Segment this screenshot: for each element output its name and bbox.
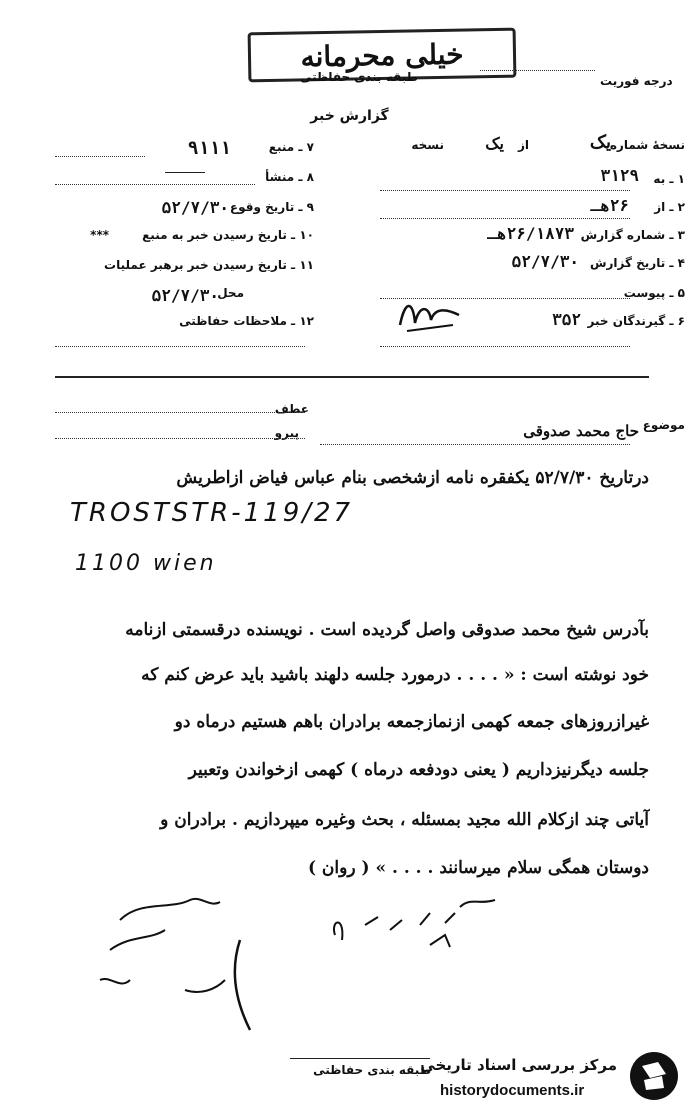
field-10-value: *** [90,228,109,242]
header-separator [55,376,649,378]
field-11-value: ۵۲/۷/۳۰ [151,286,219,305]
body-line-5: جلسه دیگرنیزداریم ( یعنی دودفعه درماه ) کهمی ازخواندن وتعبیر [188,760,649,780]
field-4-value: ۵۲/۷/۳۰ [511,252,579,271]
footer-classification: طبقه بندی حفاظتی [313,1063,431,1077]
field-3-label: ۳ ـ شماره گزارش [580,228,685,242]
subject-label: موضوع [642,418,685,432]
body-line-4: غیرازروزهای جمعه کهمی ازنمازجمعه برادران باهم هستیم درماه دو [174,712,649,732]
field-1-line [380,190,630,191]
copy-number-value: یک [589,132,611,153]
body-line-3: خود نوشته است : « . . . . درمورد جلسه دلهند باشید باید عرض کنم که [141,665,649,685]
field-3-value: ۲۶/۱۸۷۳هـ [487,224,574,243]
copy-number-label: نسخهٔ شماره [609,138,685,152]
body-line-1: درتاریخ ۵۲/۷/۳۰ یکفقره نامه ازشخصی بنام عباس فیاض ازاطریش [176,468,649,488]
location-label: محل [217,286,244,300]
field-5-label: ۵ ـ پیوست [623,286,685,300]
peyro-label: پیرو [274,426,299,440]
priority-label: درجه فوریت [600,74,673,88]
copy-of-label: از [517,138,529,152]
copy-label: نسخه [411,138,444,152]
field-12-label: ۱۲ ـ ملاحظات حفاظتی [179,314,314,328]
field-7-label: ۷ ـ منبع [268,140,314,154]
field-8-line [55,184,255,185]
field-6-label: ۶ ـ گیرندگان خبر [587,314,685,328]
field-1-value: ۳۱۲۹ [600,166,639,185]
field-1-label: ۱ ـ به [653,172,685,186]
field-7-line [55,156,145,157]
body-line-2: بآدرس شیخ محمد صدوقی واصل گردیده است . نویسنده درقسمتی ازنامه [125,620,649,640]
field-8-label: ۸ ـ منشأ [265,170,314,184]
field-9-value: ۵۲/۷/۳۰ [161,198,229,217]
report-title: گزارش خبر [310,108,389,124]
classification-stamp: خیلی محرمانه [248,28,517,83]
field-6-line [380,346,630,347]
field-9-label: ۹ ـ تاریخ وقوع [229,200,314,214]
field-4-label: ۴ ـ تاریخ گزارش [589,256,685,270]
stamp-subtitle: طبقه بندی حفاظتی [300,70,418,84]
field-2-value: ۲۶هـ [590,196,629,215]
footer-organization: مرکز بررسی اسناد تاریخی [420,1056,617,1074]
handwritten-signature [90,880,270,1040]
footer-url[interactable]: historydocuments.ir [440,1082,585,1099]
field-6-value: ۳۵۲ [552,310,581,329]
atf-label: عطف [274,402,309,416]
footer-line [290,1058,430,1059]
body-line-6: آیاتی چند ازکلام الله مجید بمسئله ، بحث وغیره میپردازیم . برادران و [160,810,649,830]
handwritten-date-mark [320,895,510,955]
copy-of-value: یک [485,134,504,153]
subject-value: حاج محمد صدوقی [523,422,639,440]
field-2-label: ۲ ـ از [654,200,685,214]
recipient-signature [395,295,465,335]
field-7-value: ۹۱۱۱ [187,138,231,159]
field-7-underline [165,172,205,173]
atf-line [55,412,305,413]
body-address-city: 1100 wien [75,551,217,576]
body-line-7: دوستان همگی سلام میرسانند . . . . » ( روان ) [307,858,649,878]
field-12-line [55,346,305,347]
field-2-line [380,218,630,219]
body-address-street: TROSTSTR-119/27 [70,498,354,528]
field-11-label: ۱۱ ـ تاریخ رسیدن خبر برهبر عملیات [104,258,314,272]
field-10-label: ۱۰ ـ تاریخ رسیدن خبر به منبع [142,228,314,242]
priority-line [480,70,595,71]
archive-logo-icon [628,1050,680,1102]
peyro-line [55,438,305,439]
subject-line [320,444,630,445]
